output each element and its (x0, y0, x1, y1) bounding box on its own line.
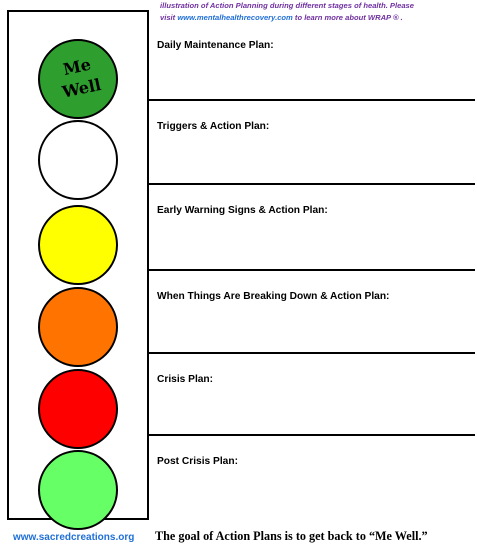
plan-label-triggers: Triggers & Action Plan: (157, 121, 270, 132)
header-wrap-text: to learn more about WRAP ® . (292, 13, 403, 22)
crisis-circle (38, 369, 118, 449)
plan-row-post-crisis (149, 436, 475, 520)
wrap-link[interactable]: www.mentalhealthrecovery.com (177, 13, 293, 22)
early-warning-circle (38, 205, 118, 285)
header-line-1: illustration of Action Planning during different stages of health. Please (160, 1, 414, 10)
plan-row-crisis (149, 354, 475, 436)
plan-row-early-warning (149, 185, 475, 271)
triggers-circle (38, 120, 118, 200)
header-visit-text: visit (160, 13, 178, 22)
footer-website-link[interactable]: www.sacredcreations.org (13, 532, 135, 543)
plan-label-early-warning: Early Warning Signs & Action Plan: (157, 205, 328, 216)
me-well-word-2: Well (60, 74, 103, 102)
me-well-label (33, 34, 128, 129)
plan-label-daily-maintenance: Daily Maintenance Plan: (157, 40, 274, 51)
me-well-word-1: Me (61, 54, 93, 80)
breaking-down-circle (38, 287, 118, 367)
plan-label-breaking-down: When Things Are Breaking Down & Action Plan: (157, 291, 390, 302)
plan-label-crisis: Crisis Plan: (157, 374, 214, 385)
post-crisis-circle (38, 450, 118, 530)
plan-row-breaking-down (149, 271, 475, 354)
plan-label-post-crisis: Post Crisis Plan: (157, 456, 238, 467)
action-plan-chart (7, 10, 475, 520)
plan-row-daily-maintenance (149, 10, 475, 101)
traffic-light-column (7, 10, 149, 520)
plan-row-triggers (149, 101, 475, 185)
me-well-circle (38, 39, 118, 119)
footer-goal-statement: The goal of Action Plans is to get back to “Me Well.” (155, 529, 428, 543)
